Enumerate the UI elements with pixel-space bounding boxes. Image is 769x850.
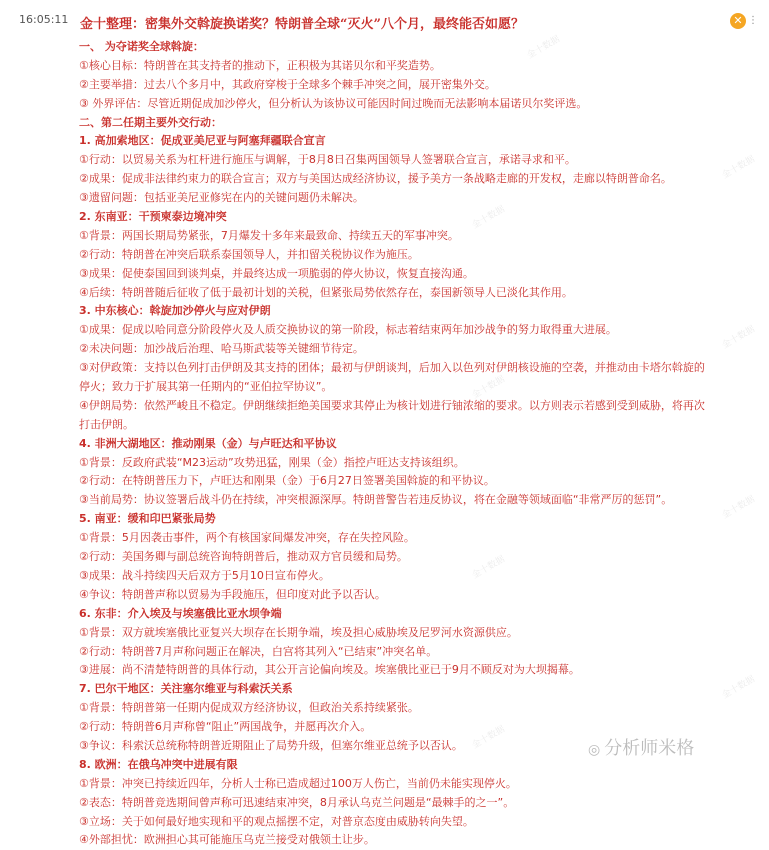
subsection-heading: 4. 非洲大湖地区：推动刚果（金）与卢旺达和平协议 bbox=[79, 436, 337, 450]
author-logo bbox=[588, 734, 694, 760]
bullet-line: 打击伊朗。 bbox=[79, 417, 134, 431]
bullet-line: ②表态：特朗普竞选期间曾声称可迅速结束冲突，8月承认乌克兰问题是“最棘手的之一”。 bbox=[79, 795, 515, 809]
bullet-line: ②行动：在特朗普压力下，卢旺达和刚果（金）于6月27日签署美国斡旋的和平协议。 bbox=[79, 474, 495, 488]
bullet-line: ③当前局势：协议签署后战斗仍在持续，冲突根源深厚。特朗普警告若违反协议，将在金融等领域面临“非常严厉的惩罚”。 bbox=[79, 493, 673, 507]
watermark-text: 金十数据 bbox=[720, 494, 757, 522]
bullet-line: ③成果：战斗持续四天后双方于5月10日宣布停火。 bbox=[79, 568, 330, 582]
watermark-text: 金十数据 bbox=[720, 154, 757, 182]
bullet-line: ④伊朗局势：依然严峻且不稳定。伊朗继续拒绝美国要求其停止为核计划进行铀浓缩的要求。以方则表示若感到受到威胁，将再次 bbox=[79, 398, 705, 412]
subsection-heading: 1. 高加索地区：促成亚美尼亚与阿塞拜疆联合宣言 bbox=[79, 134, 326, 148]
author-name: 分析师米格 bbox=[604, 738, 695, 759]
bullet-line: ①行动：以贸易关系为杠杆进行施压与调解，于8月8日召集两国领导人签署联合宣言，承诺寻求和平。 bbox=[79, 153, 576, 167]
article-body bbox=[79, 38, 744, 850]
subsection-heading: 7. 巴尔干地区：关注塞尔维亚与科索沃关系 bbox=[79, 682, 293, 696]
bullet-line: ②行动：特朗普6月声称曾“阻止”两国战争，并愿再次介入。 bbox=[79, 720, 372, 734]
bullet-line: ①背景：双方就埃塞俄比亚复兴大坝存在长期争端，埃及担心威胁埃及尼罗河水资源供应。 bbox=[79, 625, 518, 639]
bullet-line: ④外部担忧：欧洲担心其可能施压乌克兰接受对俄领土让步。 bbox=[79, 833, 375, 847]
close-icon[interactable]: ✕ bbox=[730, 13, 746, 29]
bullet-line: ②成果：促成非法律约束力的联合宣言；双方与美国达成经济协议，援予美方一条战略走廊的开发权，走廊以特朗普命名。 bbox=[79, 172, 672, 186]
watermark-text: 金十数据 bbox=[720, 674, 757, 702]
watermark-text: 金十数据 bbox=[720, 324, 757, 352]
bullet-line: ③立场：关于如何最好地实现和平的观点摇摆不定，对普京态度由威胁转向失望。 bbox=[79, 814, 474, 828]
timestamp: 16:05:11 bbox=[19, 13, 69, 26]
watermark-text: 金十数据 bbox=[525, 34, 562, 62]
bullet-line: ③进展：尚不清楚特朗普的具体行动，其公开言论偏向埃及。埃塞俄比亚已于9月不顾反对为大坝揭幕。 bbox=[79, 663, 580, 677]
bullet-line: ③遗留问题：包括亚美尼亚修宪在内的关键问题仍未解决。 bbox=[79, 191, 364, 205]
bullet-line: ②行动：特朗普7月声称问题正在解决，白宫将其列入“已结束”冲突名单。 bbox=[79, 644, 438, 658]
bullet-line: ②行动：特朗普在冲突后联系泰国领导人，并扣留关税协议作为施压。 bbox=[79, 247, 419, 261]
bullet-line: ③对伊政策：支持以色列打击伊朗及其支持的团体；最初与伊朗谈判，后加入以色列对伊朗核设施的空袭，并推动由卡塔尔斡旋的 bbox=[79, 361, 705, 375]
bullet-line: ④后续：特朗普随后征收了低于最初计划的关税，但紧张局势依然存在，泰国新领导人已淡化其作用。 bbox=[79, 285, 573, 299]
bullet-line: ①背景：特朗普第一任期内促成双方经济协议，但政治关系持续紧张。 bbox=[79, 701, 419, 715]
subsection-heading: 8. 欧洲：在俄乌冲突中进展有限 bbox=[79, 757, 238, 771]
subsection-heading: 6. 东非：介入埃及与埃塞俄比亚水坝争端 bbox=[79, 606, 282, 620]
bullet-line: ②未决问题：加沙战后治理、哈马斯武装等关键细节待定。 bbox=[79, 342, 364, 356]
bullet-line: ①背景：反政府武装“M23运动”攻势迅猛，刚果（金）指控卢旺达支持该组织。 bbox=[79, 455, 465, 469]
watermark-text: 金十数据 bbox=[470, 374, 507, 402]
watermark-text: 金十数据 bbox=[470, 204, 507, 232]
bullet-line: ①背景：5月因袭击事件，两个有核国家间爆发冲突，存在失控风险。 bbox=[79, 531, 415, 545]
bullet-line: ③争议：科索沃总统称特朗普近期阻止了局势升级，但塞尔维亚总统予以否认。 bbox=[79, 738, 463, 752]
section-heading: 一、 为夺诺奖全球斡旋： bbox=[79, 40, 204, 53]
subsection-heading: 5. 南亚：缓和印巴紧张局势 bbox=[79, 512, 216, 526]
bullet-line: ①背景：两国长期局势紧张，7月爆发十多年来最致命、持续五天的军事冲突。 bbox=[79, 228, 459, 242]
bullet-line: ③ 外界评估：尽管近期促成加沙停火，但分析认为该协议可能因时间过晚而无法影响本届诺贝尔奖评选。 bbox=[79, 96, 588, 110]
watermark-text: 金十数据 bbox=[470, 554, 507, 582]
bullet-line: ①核心目标：特朗普在其支持者的推动下，正积极为其诺贝尔和平奖造势。 bbox=[79, 58, 441, 72]
bullet-line: ①背景：冲突已持续近四年，分析人士称已造成超过100万人伤亡，当前仍未能实现停火。 bbox=[79, 776, 517, 790]
subsection-heading: 3. 中东核心：斡旋加沙停火与应对伊朗 bbox=[79, 304, 271, 318]
subsection-heading: 2. 东南亚：干预柬泰边境冲突 bbox=[79, 210, 227, 224]
bullet-line: ②行动：美国务卿与副总统咨询特朗普后，推动双方官员缓和局势。 bbox=[79, 550, 408, 564]
eye-icon: ◎ bbox=[588, 742, 601, 758]
section-heading: 二、第二任期主要外交行动： bbox=[79, 115, 222, 129]
bullet-line: ③成果：促使泰国回到谈判桌，并最终达成一项脆弱的停火协议，恢复直接沟通。 bbox=[79, 266, 474, 280]
bullet-line: ④争议：特朗普声称以贸易为手段施压，但印度对此予以否认。 bbox=[79, 587, 386, 601]
more-icon[interactable]: ⋮ bbox=[748, 15, 758, 26]
bullet-line: ①成果：促成以哈同意分阶段停火及人质交换协议的第一阶段，标志着结束两年加沙战争的努力取得重大进展。 bbox=[79, 323, 617, 337]
watermark-text: 金十数据 bbox=[470, 724, 507, 752]
bullet-line: 停火；致力于扩展其第一任期内的“亚伯拉罕协议”。 bbox=[79, 380, 333, 394]
bullet-line: ②主要举措：过去八个多月中，其政府穿梭于全球多个棘手冲突之间，展开密集外交。 bbox=[79, 77, 496, 91]
news-headline[interactable]: 金十整理：密集外交斡旋换诺奖？特朗普全球“灭火”八个月，最终能否如愿？ bbox=[80, 17, 524, 32]
